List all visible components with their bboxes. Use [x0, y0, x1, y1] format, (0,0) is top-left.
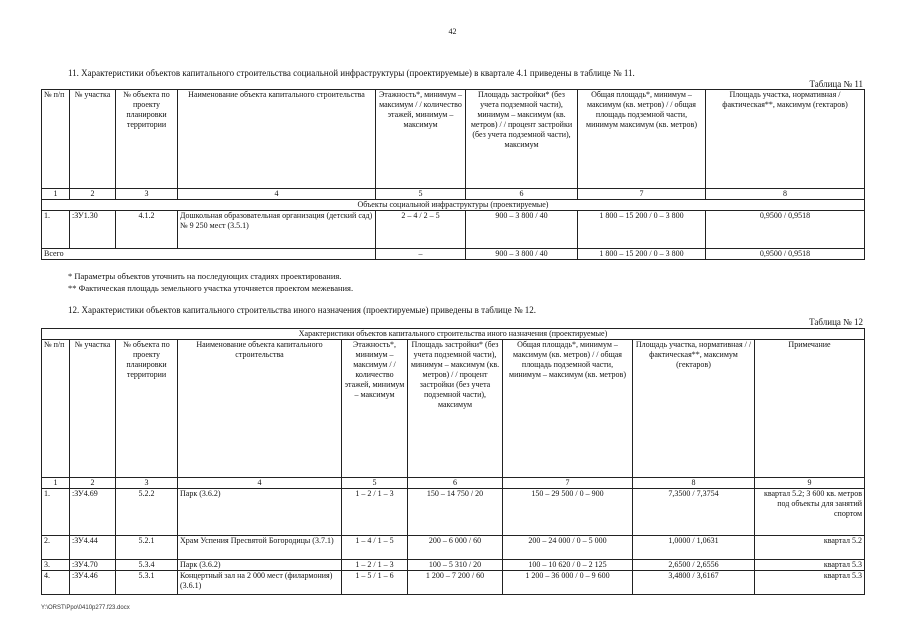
t11-col-number: 2 [70, 189, 116, 200]
table-cell: 1 800 – 15 200 / 0 – 3 800 [578, 249, 706, 260]
table-cell: 1. [42, 489, 70, 536]
table-cell: 200 – 6 000 / 60 [408, 536, 503, 560]
table-cell: :ЗУ4.69 [70, 489, 116, 536]
t12-col-number: 9 [755, 478, 865, 489]
t12-header-cell: Площадь застройки* (без учета подземной части), минимум – максимум (кв. метров) / / процент застройки (без учета подземной части), максимум [408, 340, 503, 478]
table-cell: :ЗУ4.44 [70, 536, 116, 560]
t11-header-cell: Наименование объекта капитального строительства [178, 90, 376, 189]
t12-col-number: 7 [503, 478, 633, 489]
t12-col-number: 4 [178, 478, 342, 489]
t11-header-cell: Общая площадь*, минимум – максимум (кв. метров) / / общая площадь подземной части, минимум максимум (кв. метров) [578, 90, 706, 189]
t11-header-cell: № участка [70, 90, 116, 189]
table-cell: 150 – 29 500 / 0 – 900 [503, 489, 633, 536]
t12-header-cell: Этажность*, минимум – максимум / / количество этажей, минимум – максимум [342, 340, 408, 478]
t11-col-number: 3 [116, 189, 178, 200]
t12-col-number: 8 [633, 478, 755, 489]
table-cell: :ЗУ4.46 [70, 571, 116, 595]
table-cell: Храм Успения Пресвятой Богородицы (3.7.1) [178, 536, 342, 560]
table-row [42, 211, 865, 249]
t11-header-cell: № п/п [42, 90, 70, 189]
table-cell: :ЗУ1.30 [70, 211, 116, 249]
footnote-1: * Параметры объектов уточнить на последующих стадиях проектирования. [68, 271, 342, 281]
t12-col-number: 3 [116, 478, 178, 489]
table-11-section-row [42, 200, 865, 211]
table-row [42, 571, 865, 595]
table-cell: квартал 5.3 [755, 560, 865, 571]
table-cell: 1 – 2 / 1 – 3 [342, 489, 408, 536]
table-cell: 1 – 5 / 1 – 6 [342, 571, 408, 595]
table-cell: 2,6500 / 2,6556 [633, 560, 755, 571]
footnote-2: ** Фактическая площадь земельного участка уточняется проектом межевания. [68, 283, 354, 293]
t12-header-cell: № участка [70, 340, 116, 478]
table-cell: 1 800 – 15 200 / 0 – 3 800 [578, 211, 706, 249]
table-cell: 0,9500 / 0,9518 [706, 211, 865, 249]
t11-header-cell: Этажность*, минимум – максимум / / количество этажей, минимум – максимум [376, 90, 466, 189]
table-row [42, 489, 865, 536]
t11-col-number: 7 [578, 189, 706, 200]
table-cell: 4. [42, 571, 70, 595]
t11-header-cell: № объекта по проекту планировки территории [116, 90, 178, 189]
t12-header-cell: Примечание [755, 340, 865, 478]
t12-col-number: 2 [70, 478, 116, 489]
t11-header-cell: Площадь застройки* (без учета подземной части), минимум – максимум (кв. метров) / / процент застройки (без учета подземной части), максимум [466, 90, 578, 189]
t11-col-number: 8 [706, 189, 865, 200]
table-cell: 5.2.2 [116, 489, 178, 536]
table-cell: 1 – 2 / 1 – 3 [342, 560, 408, 571]
table-cell: – [376, 249, 466, 260]
table-cell: 2. [42, 536, 70, 560]
table-cell: 5.2.1 [116, 536, 178, 560]
table-cell: 100 – 10 620 / 0 – 2 125 [503, 560, 633, 571]
table-12-header-row [42, 340, 865, 478]
t12-header-cell: Наименование объекта капитального строительства [178, 340, 342, 478]
table-12 [41, 328, 865, 595]
table-11-label: Таблица № 11 [809, 79, 863, 89]
table-cell: 3. [42, 560, 70, 571]
table-cell: 4.1.2 [116, 211, 178, 249]
t11-total-label: Всего [42, 249, 376, 260]
table-cell: 1 200 – 36 000 / 0 – 9 600 [503, 571, 633, 595]
page-number: 42 [448, 27, 457, 36]
t11-col-number: 4 [178, 189, 376, 200]
table-cell: Парк (3.6.2) [178, 489, 342, 536]
t12-header-cell: № объекта по проекту планировки территории [116, 340, 178, 478]
table-cell: 0,9500 / 0,9518 [706, 249, 865, 260]
table-cell: 1,0000 / 1,0631 [633, 536, 755, 560]
t11-section-title: Объекты социальной инфраструктуры (проектируемые) [42, 200, 865, 211]
t12-header-cell: Общая площадь*, минимум – максимум (кв. метров) / / общая площадь подземной части, минимум – максимум (кв. метров) [503, 340, 633, 478]
t11-header-cell: Площадь участка, нормативная / фактическая**, максимум (гектаров) [706, 90, 865, 189]
table-cell: 150 – 14 750 / 20 [408, 489, 503, 536]
table-12-caption-row [42, 329, 865, 340]
table-cell: 7,3500 / 7,3754 [633, 489, 755, 536]
table-cell: 1 – 4 / 1 – 5 [342, 536, 408, 560]
table-cell: Парк (3.6.2) [178, 560, 342, 571]
t12-header-cell: Площадь участка, нормативная / / фактическая**, максимум (гектаров) [633, 340, 755, 478]
table-11 [41, 89, 865, 260]
table-cell: 5.3.4 [116, 560, 178, 571]
table-cell: Концертный зал на 2 000 мест (филармония) (3.6.1) [178, 571, 342, 595]
t12-col-number: 1 [42, 478, 70, 489]
paragraph-11: 11. Характеристики объектов капитального строительства социальной инфраструктуры (проектируемые) в квартале 4.1 приведены в таблице № 11. [68, 68, 635, 78]
t12-header-cell: № п/п [42, 340, 70, 478]
table-cell: 900 – 3 800 / 40 [466, 211, 578, 249]
table-cell: 1 200 – 7 200 / 60 [408, 571, 503, 595]
t12-caption: Характеристики объектов капитального строительства иного назначения (проектируемые) [42, 329, 865, 340]
t12-col-number: 6 [408, 478, 503, 489]
paragraph-12: 12. Характеристики объектов капитального строительства иного назначения (проектируемые) приведены в таблице № 12. [68, 305, 537, 315]
table-cell: квартал 5.2; 3 600 кв. метров под объекты для занятий спортом [755, 489, 865, 536]
table-row [42, 536, 865, 560]
table-cell: :ЗУ4.70 [70, 560, 116, 571]
t11-col-number: 6 [466, 189, 578, 200]
table-cell: 900 – 3 800 / 40 [466, 249, 578, 260]
table-row [42, 560, 865, 571]
table-cell: Дошкольная образовательная организация (детский сад) № 9 250 мест (3.5.1) [178, 211, 376, 249]
table-cell: 100 – 5 310 / 20 [408, 560, 503, 571]
t11-col-number: 5 [376, 189, 466, 200]
table-cell: 1. [42, 211, 70, 249]
table-cell: 2 – 4 / 2 – 5 [376, 211, 466, 249]
table-11-number-row [42, 189, 865, 200]
table-cell: 5.3.1 [116, 571, 178, 595]
table-12-label: Таблица № 12 [809, 317, 863, 327]
table-12-number-row [42, 478, 865, 489]
table-11-header-row [42, 90, 865, 189]
table-cell: квартал 5.2 [755, 536, 865, 560]
table-cell: 3,4800 / 3,6167 [633, 571, 755, 595]
file-path-footer: Y:\ORST\Ppo\0410p277.f23.docx [41, 605, 130, 611]
t11-col-number: 1 [42, 189, 70, 200]
table-cell: 200 – 24 000 / 0 – 5 000 [503, 536, 633, 560]
table-11-total-row [42, 249, 865, 260]
table-cell: квартал 5.3 [755, 571, 865, 595]
t12-col-number: 5 [342, 478, 408, 489]
